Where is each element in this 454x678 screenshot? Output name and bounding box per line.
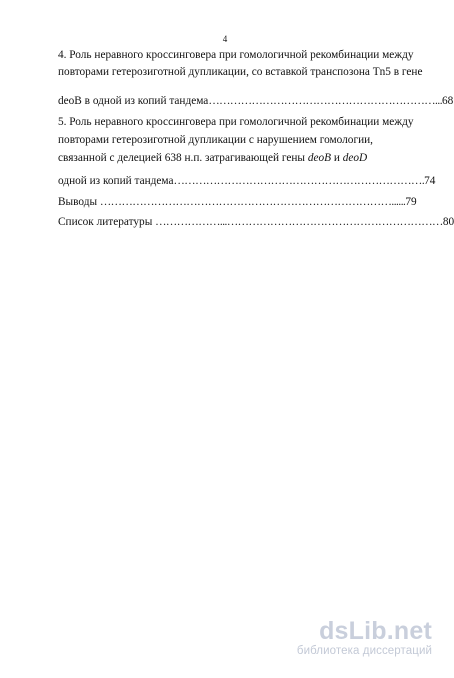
toc-entry-5-page: 74 [424,175,436,187]
gene-deoB: deoB [307,152,332,164]
watermark [232,618,432,658]
toc-entry-4-line-1: 4. Роль неравного кроссинговера при гомологичной рекомбинации между [58,49,414,61]
toc-entry-references [58,216,454,229]
toc-entry-references-text: Список литературы [58,216,153,228]
page-number: 4 [222,34,228,44]
toc-entry-5-line-3 [58,152,367,165]
toc-entry-4-text: deoB в одной из копий тандема [58,95,209,107]
toc-entry-5-line-2: повторами гетерозиготной дупликации с нарушением гомологии, [58,134,373,146]
toc-entry-5-line-3-prefix: связанной с делецией 638 н.п. затрагивающей гены [58,152,308,164]
toc-entry-conclusions-text: Выводы [58,196,98,208]
toc-entry-conclusions-page: 79 [405,196,417,208]
toc-entry-5-line-4 [58,175,436,188]
toc-entry-conclusions [58,196,419,209]
toc-entry-references-page: 80 [442,216,454,228]
toc-entry-5-line-1: 5. Роль неравного кроссинговера при гомологичной рекомбинации между [58,116,414,128]
toc-entry-5-text: одной из копий тандема [58,175,174,187]
dot-leader: ………………………………………………………... [208,95,443,107]
dot-leader: ………………………………………………………………………...... [99,196,406,208]
dot-leader: ………………...…………………………………………………… [155,216,443,228]
dot-leader: ……………………………………………………………. [173,175,425,187]
watermark-logo: dsLib.net [319,617,432,645]
toc-entry-4-line-3 [58,95,454,108]
gene-deoD: deoD [342,152,368,164]
toc-entry-5-line-3-mid: и [331,152,343,164]
toc-entry-4-line-2: повторами гетерозиготной дупликации, со вставкой транспозона Tn5 в гене [58,66,423,78]
toc-entry-4-page: 68 [442,95,454,107]
watermark-subtitle: библиотека диссертаций [296,645,432,657]
